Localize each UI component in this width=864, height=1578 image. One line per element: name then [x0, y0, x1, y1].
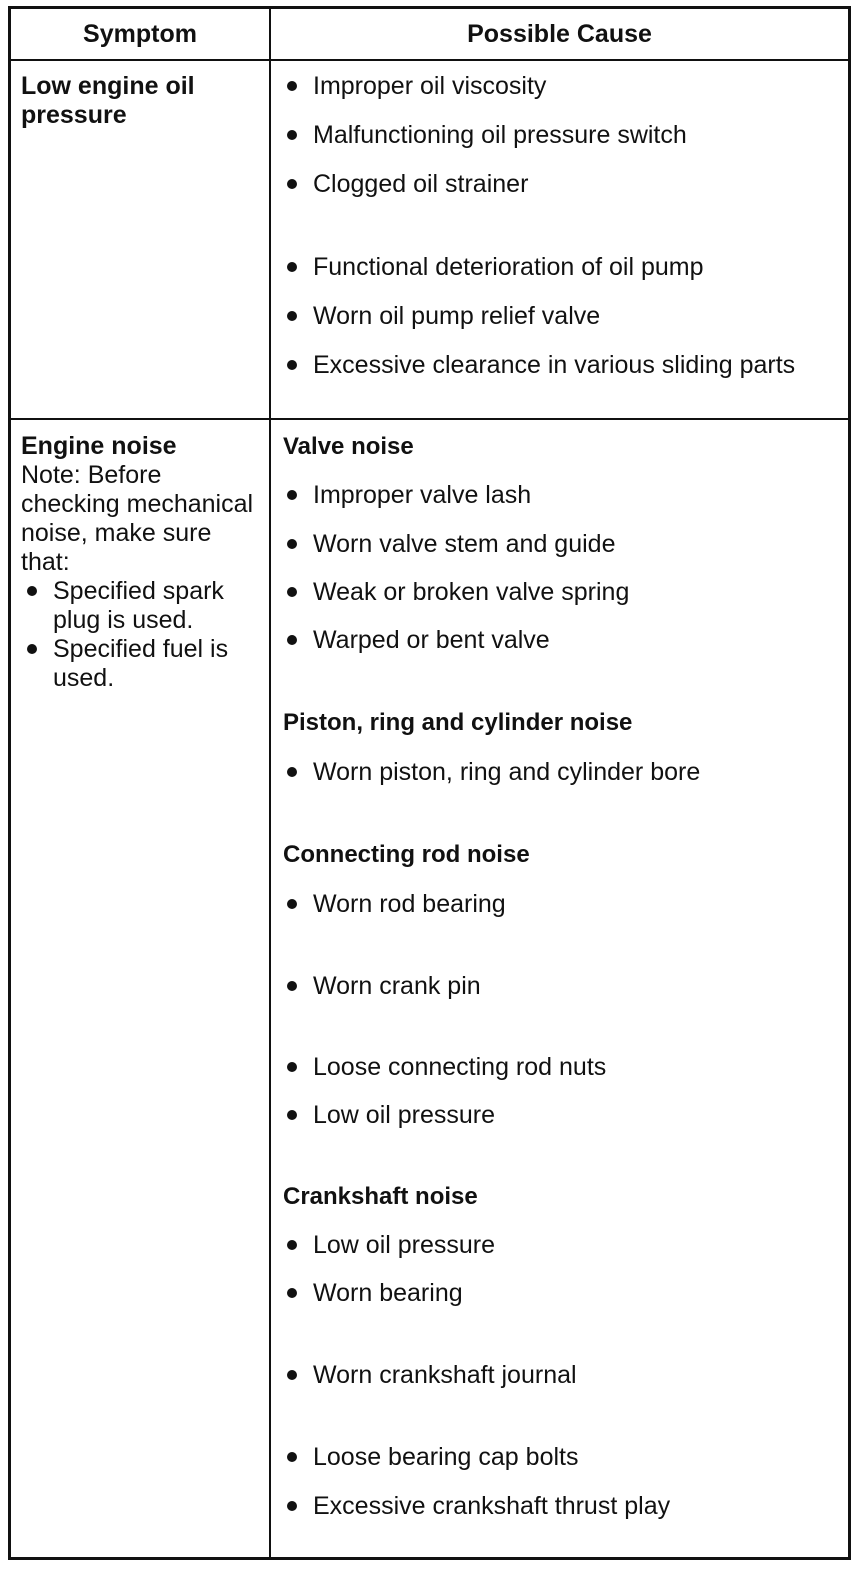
cause-text: Improper oil viscosity	[313, 72, 547, 100]
cause-item	[283, 529, 823, 559]
bullet-icon	[287, 1501, 297, 1511]
cause-text: Worn oil pump relief valve	[313, 302, 601, 330]
cause-item	[283, 1278, 823, 1308]
bullet-icon	[287, 490, 297, 500]
cause-text: Warped or bent valve	[313, 626, 550, 654]
cause-item	[283, 350, 803, 380]
bullet-icon	[287, 1452, 297, 1462]
cause-item	[283, 1230, 823, 1260]
cause-item	[283, 120, 823, 150]
cause-item	[283, 1052, 823, 1082]
cause-item	[283, 1442, 823, 1472]
cause-text: Worn crank pin	[313, 972, 481, 1000]
bullet-icon	[287, 1240, 297, 1250]
symptom-engine-noise	[21, 432, 259, 693]
cause-text: Clogged oil strainer	[313, 170, 529, 198]
cause-text: Worn piston, ring and cylinder bore	[313, 758, 701, 786]
bullet-icon	[287, 360, 297, 370]
cause-item	[283, 1491, 823, 1521]
bullet-icon	[287, 899, 297, 909]
symptom-note: Note: Before checking mechanical noise, make sure that:	[21, 461, 254, 576]
cause-group-heading: Valve noise	[283, 433, 414, 460]
bullet-icon	[287, 767, 297, 777]
cause-text: Worn rod bearing	[313, 890, 506, 918]
header-symptom: Symptom	[83, 19, 197, 48]
cause-item	[283, 1100, 823, 1130]
cause-item	[283, 480, 823, 510]
bullet-icon	[287, 981, 297, 991]
cause-item	[283, 169, 823, 199]
note-text: Specified fuel is used.	[53, 635, 229, 692]
bullet-icon	[287, 81, 297, 91]
bullet-icon	[27, 586, 37, 596]
cause-text: Excessive clearance in various sliding parts	[313, 351, 796, 379]
header-possible-cause: Possible Cause	[467, 19, 652, 48]
bullet-icon	[287, 539, 297, 549]
cause-text: Loose connecting rod nuts	[313, 1053, 607, 1081]
cause-text: Improper valve lash	[313, 481, 532, 509]
cause-group-heading: Piston, ring and cylinder noise	[283, 709, 633, 736]
bullet-icon	[287, 1370, 297, 1380]
bullet-icon	[27, 644, 37, 654]
cause-item	[283, 301, 823, 331]
cause-text: Functional deterioration of oil pump	[313, 253, 704, 281]
bullet-icon	[287, 262, 297, 272]
cause-text: Loose bearing cap bolts	[313, 1443, 579, 1471]
symptom-low-oil-pressure: Low engine oil pressure	[21, 72, 195, 129]
cause-item	[283, 1360, 823, 1390]
cause-item	[283, 71, 823, 101]
cause-text: Weak or broken valve spring	[313, 578, 630, 606]
bullet-icon	[287, 635, 297, 645]
cause-item	[283, 757, 823, 787]
cause-item	[283, 889, 823, 919]
bullet-icon	[287, 1288, 297, 1298]
bullet-icon	[287, 587, 297, 597]
note-list-item	[21, 577, 259, 635]
note-text: Specified spark plug is used.	[53, 577, 224, 634]
cause-group-heading: Connecting rod noise	[283, 841, 530, 868]
bullet-icon	[287, 1062, 297, 1072]
note-list-item	[21, 635, 259, 693]
cause-item	[283, 625, 823, 655]
cause-text: Worn crankshaft journal	[313, 1361, 577, 1389]
cause-text: Worn bearing	[313, 1279, 463, 1307]
bullet-icon	[287, 130, 297, 140]
cause-text: Low oil pressure	[313, 1231, 496, 1259]
cause-text: Low oil pressure	[313, 1101, 496, 1129]
cause-item	[283, 577, 823, 607]
cause-text: Excessive crankshaft thrust play	[313, 1492, 671, 1520]
symptom-note-list	[21, 577, 259, 693]
bullet-icon	[287, 1110, 297, 1120]
row-divider	[11, 418, 848, 420]
bullet-icon	[287, 179, 297, 189]
header-divider	[11, 59, 848, 61]
troubleshooting-table	[8, 6, 851, 1560]
symptom-title: Engine noise	[21, 432, 177, 460]
cause-text: Worn valve stem and guide	[313, 530, 616, 558]
cause-item	[283, 252, 823, 282]
cause-item	[283, 971, 823, 1001]
bullet-icon	[287, 311, 297, 321]
cause-text: Malfunctioning oil pressure switch	[313, 121, 687, 149]
cause-group-heading: Crankshaft noise	[283, 1183, 478, 1210]
column-divider	[269, 9, 271, 1557]
